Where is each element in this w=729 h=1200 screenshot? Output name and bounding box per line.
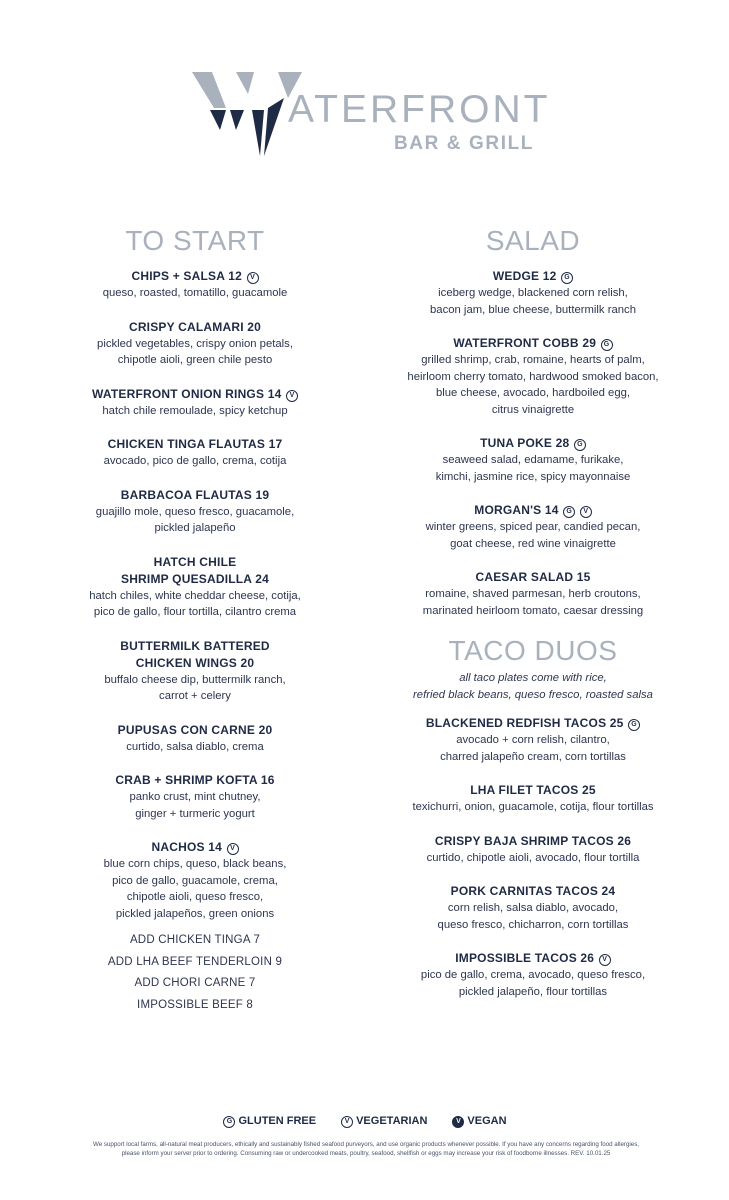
taco-intro-line: all taco plates come with rice, xyxy=(459,672,607,684)
menu-item xyxy=(80,386,310,420)
menu-item-description: romaine, shaved parmesan, herb croutons, xyxy=(425,588,641,600)
taco-duos-list xyxy=(400,715,666,1000)
w-logo-icon xyxy=(192,68,302,160)
menu-item-description: pickled jalapeños, green onions xyxy=(115,907,275,920)
legend-label: VEGAN xyxy=(467,1115,507,1127)
menu-item-description: goat cheese, red wine vinaigrette xyxy=(450,537,616,550)
menu-item-name xyxy=(80,839,310,856)
menu-item-description: blue corn chips, queso, black beans, xyxy=(103,858,287,870)
menu-item-name-text: BUTTERMILK BATTERED xyxy=(120,638,270,653)
gluten-free-icon: G xyxy=(563,506,575,518)
gluten-free-icon: G xyxy=(223,1116,235,1128)
menu-item-description: queso fresco, chicharron, corn tortillas xyxy=(437,918,629,931)
to-start-list xyxy=(80,268,310,922)
addon-item: IMPOSSIBLE BEEF 8 xyxy=(137,998,253,1011)
menu-item xyxy=(400,569,666,619)
salad-column xyxy=(400,226,666,1017)
menu-item-name xyxy=(80,722,310,739)
menu-item-description: heirloom cherry tomato, hardwood smoked bacon, xyxy=(407,370,659,383)
menu-item-name xyxy=(400,435,666,452)
menu-item-name xyxy=(80,638,310,672)
menu-item-description: kimchi, jasmine rice, spicy mayonnaise xyxy=(435,470,631,483)
disclaimer-text xyxy=(46,1140,686,1158)
disclaimer-line: please inform your server prior to ordering. Consuming raw or undercooked meats, poultry, seafood, shellfish or eggs may increase your risk of foodborne illnesses. REV. 10.01.25 xyxy=(121,1150,611,1157)
menu-item-description: marinated heirloom tomato, caesar dressing xyxy=(422,604,644,617)
menu-item-name xyxy=(80,319,310,336)
menu-item-description: pickled jalapeño xyxy=(154,522,236,534)
menu-item-name-text: PUPUSAS CON CARNE 20 xyxy=(117,722,273,737)
menu-item-description: pickled jalapeño, flour tortillas xyxy=(458,985,608,998)
legend-label: VEGETARIAN xyxy=(356,1115,428,1127)
menu-item-name xyxy=(400,715,666,732)
addons-list xyxy=(80,930,310,1016)
section-title-taco-duos: TACO DUOS xyxy=(448,635,618,666)
menu-item xyxy=(80,839,310,922)
menu-item-name xyxy=(400,950,666,967)
menu-item-description: corn relish, salsa diablo, avocado, xyxy=(447,902,619,914)
menu-item-description: panko crust, mint chutney, xyxy=(129,791,261,803)
menu-item xyxy=(80,638,310,705)
menu-item-description: grilled shrimp, crab, romaine, hearts of palm, xyxy=(421,354,645,366)
menu-item-name-text: LHA FILET TACOS 25 xyxy=(470,783,596,797)
menu-item-description: chipotle aioli, green chile pesto xyxy=(117,354,273,366)
gluten-free-icon: G xyxy=(601,339,613,351)
section-title-to-start: TO START xyxy=(125,225,265,256)
menu-item-name-text: PORK CARNITAS TACOS 24 xyxy=(450,884,616,898)
menu-item-name-text: CAESAR SALAD 15 xyxy=(475,570,591,584)
gluten-free-icon: G xyxy=(561,272,573,284)
menu-item-name xyxy=(80,268,310,285)
menu-item-name xyxy=(80,554,310,588)
menu-item-description: curtido, salsa diablo, crema xyxy=(126,740,264,753)
menu-item-name-text: BARBACOA FLAUTAS 19 xyxy=(120,487,270,502)
menu-item xyxy=(400,883,666,933)
menu-item xyxy=(400,715,666,765)
menu-item xyxy=(80,772,310,822)
legend-item xyxy=(451,1115,506,1128)
menu-item-name-text: CRAB + SHRIMP KOFTA 16 xyxy=(115,773,275,787)
restaurant-logo xyxy=(192,68,551,160)
menu-item xyxy=(400,435,666,485)
menu-item-name-text: WATERFRONT COBB 29 xyxy=(453,336,597,350)
menu-item-name-text: MORGAN'S 14 xyxy=(474,503,559,517)
menu-item-description: pico de gallo, flour tortilla, cilantro crema xyxy=(93,606,297,618)
menu-item-name xyxy=(80,772,310,789)
menu-item-description: guajillo mole, queso fresco, guacamole, xyxy=(95,505,295,518)
menu-item-description: avocado, pico de gallo, crema, cotija xyxy=(103,455,287,467)
menu-item-description: buffalo cheese dip, buttermilk ranch, xyxy=(104,673,286,686)
legend-item xyxy=(222,1115,316,1128)
menu-item xyxy=(80,487,310,537)
vegetarian-icon: V xyxy=(580,506,592,518)
menu-item-description: queso, roasted, tomatillo, guacamole xyxy=(102,287,288,299)
vegetarian-icon: V xyxy=(247,272,259,284)
menu-item xyxy=(80,554,310,621)
dietary-legend xyxy=(0,1115,729,1128)
menu-item-description: pico de gallo, crema, avocado, queso fresco, xyxy=(420,969,646,981)
menu-item-name-text: CHIPS + SALSA 12 xyxy=(131,269,242,283)
menu-item xyxy=(80,722,310,756)
vegetarian-icon: V xyxy=(286,390,298,402)
menu-item-description: texichurri, onion, guacamole, cotija, flour tortillas xyxy=(412,801,654,813)
menu-item-name-text: HATCH CHILE xyxy=(153,554,237,569)
logo-subtitle: BAR & GRILL xyxy=(393,133,534,154)
menu-item xyxy=(400,335,666,418)
addon-item: ADD CHORI CARNE 7 xyxy=(134,977,256,989)
addon-item: ADD LHA BEEF TENDERLOIN 9 xyxy=(107,955,283,968)
menu-item-description: pickled vegetables, crispy onion petals, xyxy=(97,337,293,350)
menu-item-description: bacon jam, blue cheese, buttermilk ranch xyxy=(430,303,636,316)
menu-item-description: citrus vinaigrette xyxy=(491,403,575,416)
menu-item-name-text: WATERFRONT ONION RINGS 14 xyxy=(92,386,282,401)
menu-item-name-text: CRISPY BAJA SHRIMP TACOS 26 xyxy=(434,833,632,848)
to-start-column xyxy=(80,226,310,1016)
taco-duos-intro xyxy=(400,670,666,703)
menu-item-name xyxy=(80,487,310,504)
menu-item-description: hatch chiles, white cheddar cheese, cotija, xyxy=(89,589,301,602)
menu-item-description: chipotle aioli, queso fresco, xyxy=(126,891,264,903)
vegetarian-icon: V xyxy=(599,954,611,966)
taco-intro-line: refried black beans, queso fresco, roasted salsa xyxy=(413,688,653,701)
menu-item-name xyxy=(400,782,666,799)
menu-item xyxy=(400,950,666,1000)
legend-label: GLUTEN FREE xyxy=(238,1115,317,1127)
menu-item-description: pico de gallo, guacamole, crema, xyxy=(112,874,278,887)
menu-item-name xyxy=(400,569,666,586)
salad-list xyxy=(400,268,666,619)
menu-item-name xyxy=(400,883,666,900)
menu-item-name xyxy=(400,268,666,285)
menu-item-name xyxy=(400,833,666,850)
menu-item xyxy=(400,782,666,816)
menu-item-name-text: BLACKENED REDFISH TACOS 25 xyxy=(425,716,624,730)
menu-item-description: winter greens, spiced pear, candied pecan, xyxy=(425,521,641,533)
vegetarian-icon: V xyxy=(227,843,239,855)
menu-item-description: iceberg wedge, blackened corn relish, xyxy=(438,287,628,299)
menu-item-name-text: TUNA POKE 28 xyxy=(480,436,570,450)
menu-item-name xyxy=(80,386,310,403)
addon-item: ADD CHICKEN TINGA 7 xyxy=(129,934,261,946)
menu-item-description: carrot + celery xyxy=(159,690,231,702)
menu-item-name-text: NACHOS 14 xyxy=(151,840,222,854)
menu-item-name-text: CRISPY CALAMARI 20 xyxy=(128,319,262,334)
menu-item-description: hatch chile remoulade, spicy ketchup xyxy=(102,404,288,417)
menu-item xyxy=(400,833,666,867)
menu-item xyxy=(80,268,310,302)
menu-item xyxy=(400,502,666,552)
menu-item-name xyxy=(400,502,666,519)
menu-item-name-text: SHRIMP QUESADILLA 24 xyxy=(120,571,270,586)
menu-item-description: curtido, chipotle aioli, avocado, flour tortilla xyxy=(426,851,640,864)
logo-wordmark: ATERFRONT xyxy=(288,88,551,131)
vegan-icon: V xyxy=(452,1116,464,1128)
section-title-salad: SALAD xyxy=(485,225,581,256)
menu-item xyxy=(400,268,666,318)
vegetarian-icon: V xyxy=(341,1116,353,1128)
gluten-free-icon: G xyxy=(574,439,586,451)
menu-item-name-text: CHICKEN WINGS 20 xyxy=(135,655,255,670)
menu-item xyxy=(80,436,310,470)
legend-item xyxy=(340,1115,427,1128)
menu-item-description: seaweed salad, edamame, furikake, xyxy=(442,454,624,466)
menu-item-name-text: IMPOSSIBLE TACOS 26 xyxy=(455,951,595,965)
menu-item-description: charred jalapeño cream, corn tortillas xyxy=(440,750,626,763)
menu-item-name-text: WEDGE 12 xyxy=(492,269,557,283)
menu-item-description: blue cheese, avocado, hardboiled egg, xyxy=(435,387,631,399)
menu-item xyxy=(80,319,310,369)
menu-item-name xyxy=(80,436,310,453)
menu-item-name xyxy=(400,335,666,352)
menu-item-description: ginger + turmeric yogurt xyxy=(135,807,255,820)
menu-item-description: avocado + corn relish, cilantro, xyxy=(456,734,610,746)
gluten-free-icon: G xyxy=(628,719,640,731)
disclaimer-line: We support local farms, all-natural meat producers, ethically and sustainably fished seafood purveyors, and use organic products whenever possible. If you have any concerns regarding food allergies, xyxy=(92,1141,640,1148)
menu-item-name-text: CHICKEN TINGA FLAUTAS 17 xyxy=(107,437,283,451)
